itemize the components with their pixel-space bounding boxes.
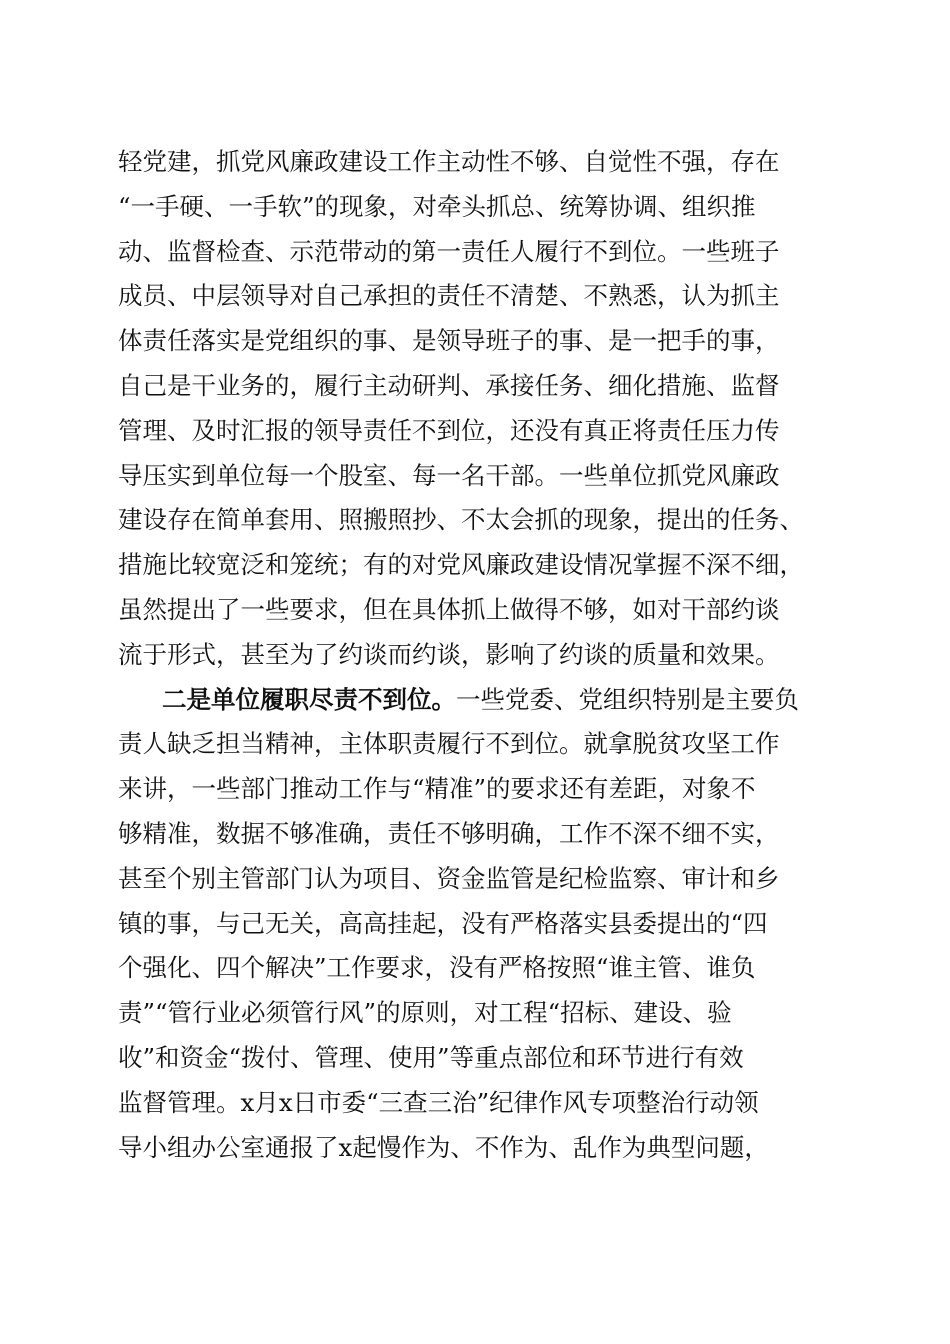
document-body <box>118 140 848 1170</box>
paragraph-line: 导小组办公室通报了x起慢作为、不作为、乱作为典型问题， <box>118 1132 769 1162</box>
paragraph-line: 成员、中层领导对自己承担的责任不清楚、不熟悉，认为抓主 <box>118 281 780 311</box>
paragraph-line: 镇的事，与己无关，高高挂起，没有严格落实县委提出的“四 <box>118 908 768 938</box>
paragraph-line: 收”和资金“拨付、管理、使用”等重点部位和环节进行有效 <box>118 1042 744 1072</box>
paragraph-line: 够精准，数据不够准确，责任不够明确，工作不深不细不实， <box>118 818 780 848</box>
paragraph-line: 体责任落实是党组织的事、是领导班子的事、是一把手的事， <box>118 326 780 356</box>
paragraph-line: 监督管理。x月x日市委“三查三治”纪律作风专项整治行动领 <box>118 1087 759 1117</box>
paragraph-line: 责”“管行业必须管行风”的原则，对工程“招标、建设、验 <box>118 998 732 1028</box>
section-heading-rest: 一些党委、党组织特别是主要负 <box>456 684 799 714</box>
paragraph-line: 措施比较宽泛和笼统；有的对党风廉政建设情况掌握不深不细， <box>118 550 804 580</box>
section-heading-line <box>118 678 848 723</box>
paragraph-line: 自己是干业务的，履行主动研判、承接任务、细化措施、监督 <box>118 370 780 400</box>
paragraph-line: 虽然提出了一些要求，但在具体抓上做得不够，如对干部约谈 <box>118 594 780 624</box>
paragraph-line: 管理、及时汇报的领导责任不到位，还没有真正将责任压力传 <box>118 415 780 445</box>
section-heading: 二是单位履职尽责不到位。 <box>162 684 456 714</box>
paragraph-line: 轻党建，抓党风廉政建设工作主动性不够、自觉性不强，存在 <box>118 147 780 176</box>
paragraph-line: 建设存在简单套用、照搬照抄、不太会抓的现象，提出的任务、 <box>118 505 804 535</box>
paragraph-line: 个强化、四个解决”工作要求，没有严格按照“谁主管、谁负 <box>118 953 756 983</box>
paragraph-line: 导压实到单位每一个股室、每一名干部。一些单位抓党风廉政 <box>118 460 780 490</box>
paragraph-line: 来讲，一些部门推动工作与“精准”的要求还有差距，对象不 <box>118 774 756 804</box>
paragraph-line: 甚至个别主管部门认为项目、资金监管是纪检监察、审计和乡 <box>118 863 780 893</box>
paragraph-line: 责人缺乏担当精神，主体职责履行不到位。就拿脱贫攻坚工作 <box>118 729 780 759</box>
paragraph-line: 流于形式，甚至为了约谈而约谈，影响了约谈的质量和效果。 <box>118 639 780 669</box>
paragraph-line: “一手硬、一手软”的现象，对牵头抓总、统筹协调、组织推 <box>118 191 756 221</box>
paragraph-line: 动、监督检查、示范带动的第一责任人履行不到位。一些班子 <box>118 236 780 266</box>
